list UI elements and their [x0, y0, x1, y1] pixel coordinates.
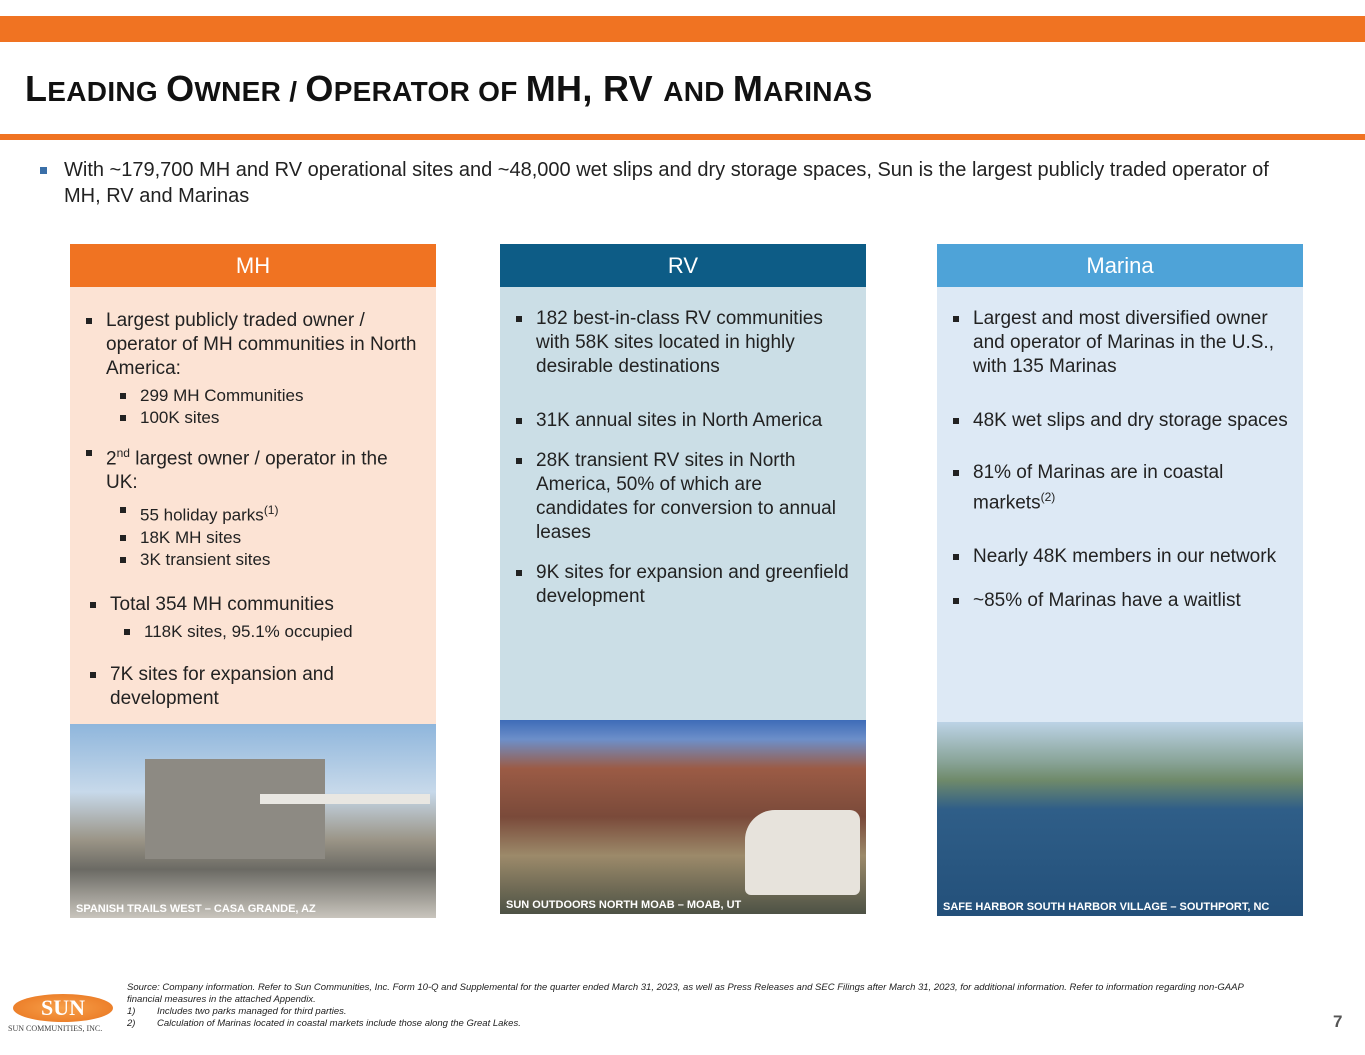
list-subitem: 118K sites, 95.1% occupied — [88, 621, 428, 643]
list-item: 81% of Marinas are in coastal markets$^{(2)}$ — [951, 461, 1291, 515]
list-item: ~85% of Marinas have a waitlist — [951, 589, 1291, 613]
list-item: 7K sites for expansion and development — [88, 663, 428, 711]
page-number: 7 — [1333, 1012, 1343, 1031]
title-rule — [0, 134, 1365, 140]
list-item: Largest and most diversified owner and operator of Marinas in the U.S., with 135 Marinas — [951, 307, 1291, 379]
list-subitem: 100K sites — [84, 407, 424, 429]
footnote-2: 2) Calculation of Marinas located in coastal markets include those along the Great Lakes. — [127, 1018, 521, 1029]
list-subitem: 3K transient sites — [84, 549, 424, 571]
list-item: Total 354 MH communities — [88, 593, 428, 617]
rv-header: RV — [500, 244, 866, 287]
footnote-1: 1) Includes two parks managed for third parties. — [127, 1006, 347, 1017]
photo-caption: SAFE HARBOR SOUTH HARBOR VILLAGE – SOUTHPORT, NC — [943, 901, 1270, 913]
top-accent-bar — [0, 16, 1365, 42]
list-subitem: 18K MH sites — [84, 527, 424, 549]
marina-header: Marina — [937, 244, 1303, 287]
list-item: 48K wet slips and dry storage spaces — [951, 409, 1291, 433]
list-subitem: 55 holiday parks$^{(1)}$ — [84, 499, 424, 527]
rv-photo — [500, 720, 866, 914]
rv-column — [500, 244, 866, 720]
marina-photo — [937, 722, 1303, 916]
source-note: Source: Company information. Refer to Sun Communities, Inc. Form 10-Q and Supplemental for the quarter ended March 31, 2023, as well as Press Releases and SEC Filings after March 31, 2023, for additional information. Refer to information regarding non-GAAP financial measures in the attached Appendix. — [127, 982, 1244, 1005]
marina-column — [937, 244, 1303, 722]
list-item: 9K sites for expansion and greenfield development — [514, 561, 854, 609]
list-item: 28K transient RV sites in North America, 50% of which are candidates for conversion to annual leases — [514, 449, 854, 545]
photo-caption: SUN OUTDOORS NORTH MOAB – MOAB, UT — [506, 899, 742, 911]
photo-caption: SPANISH TRAILS WEST – CASA GRANDE, AZ — [76, 903, 316, 915]
mh-column — [70, 244, 436, 724]
mh-header: MH — [70, 244, 436, 287]
list-item: 31K annual sites in North America — [514, 409, 854, 433]
bullet-icon — [40, 167, 47, 174]
sun-communities-logo: SUN SUN COMMUNITIES, INC. — [8, 994, 118, 1034]
list-item: 2nd largest owner / operator in the UK: — [84, 441, 424, 495]
intro-bullet: With ~179,700 MH and RV operational sites and ~48,000 wet slips and dry storage spaces, Sun is the largest publicly traded operator of MH, RV and Marinas — [40, 157, 1300, 209]
list-subitem: 299 MH Communities — [84, 385, 424, 407]
list-item: Nearly 48K members in our network — [951, 545, 1291, 569]
page-title: LEADING OWNER / OPERATOR OF MH, RV AND MARINAS — [25, 68, 873, 109]
footnotes — [127, 982, 1277, 1030]
list-item: Largest publicly traded owner / operator of MH communities in North America: — [84, 309, 424, 381]
list-item: 182 best-in-class RV communities with 58K sites located in highly desirable destinations — [514, 307, 854, 379]
mh-photo — [70, 724, 436, 918]
